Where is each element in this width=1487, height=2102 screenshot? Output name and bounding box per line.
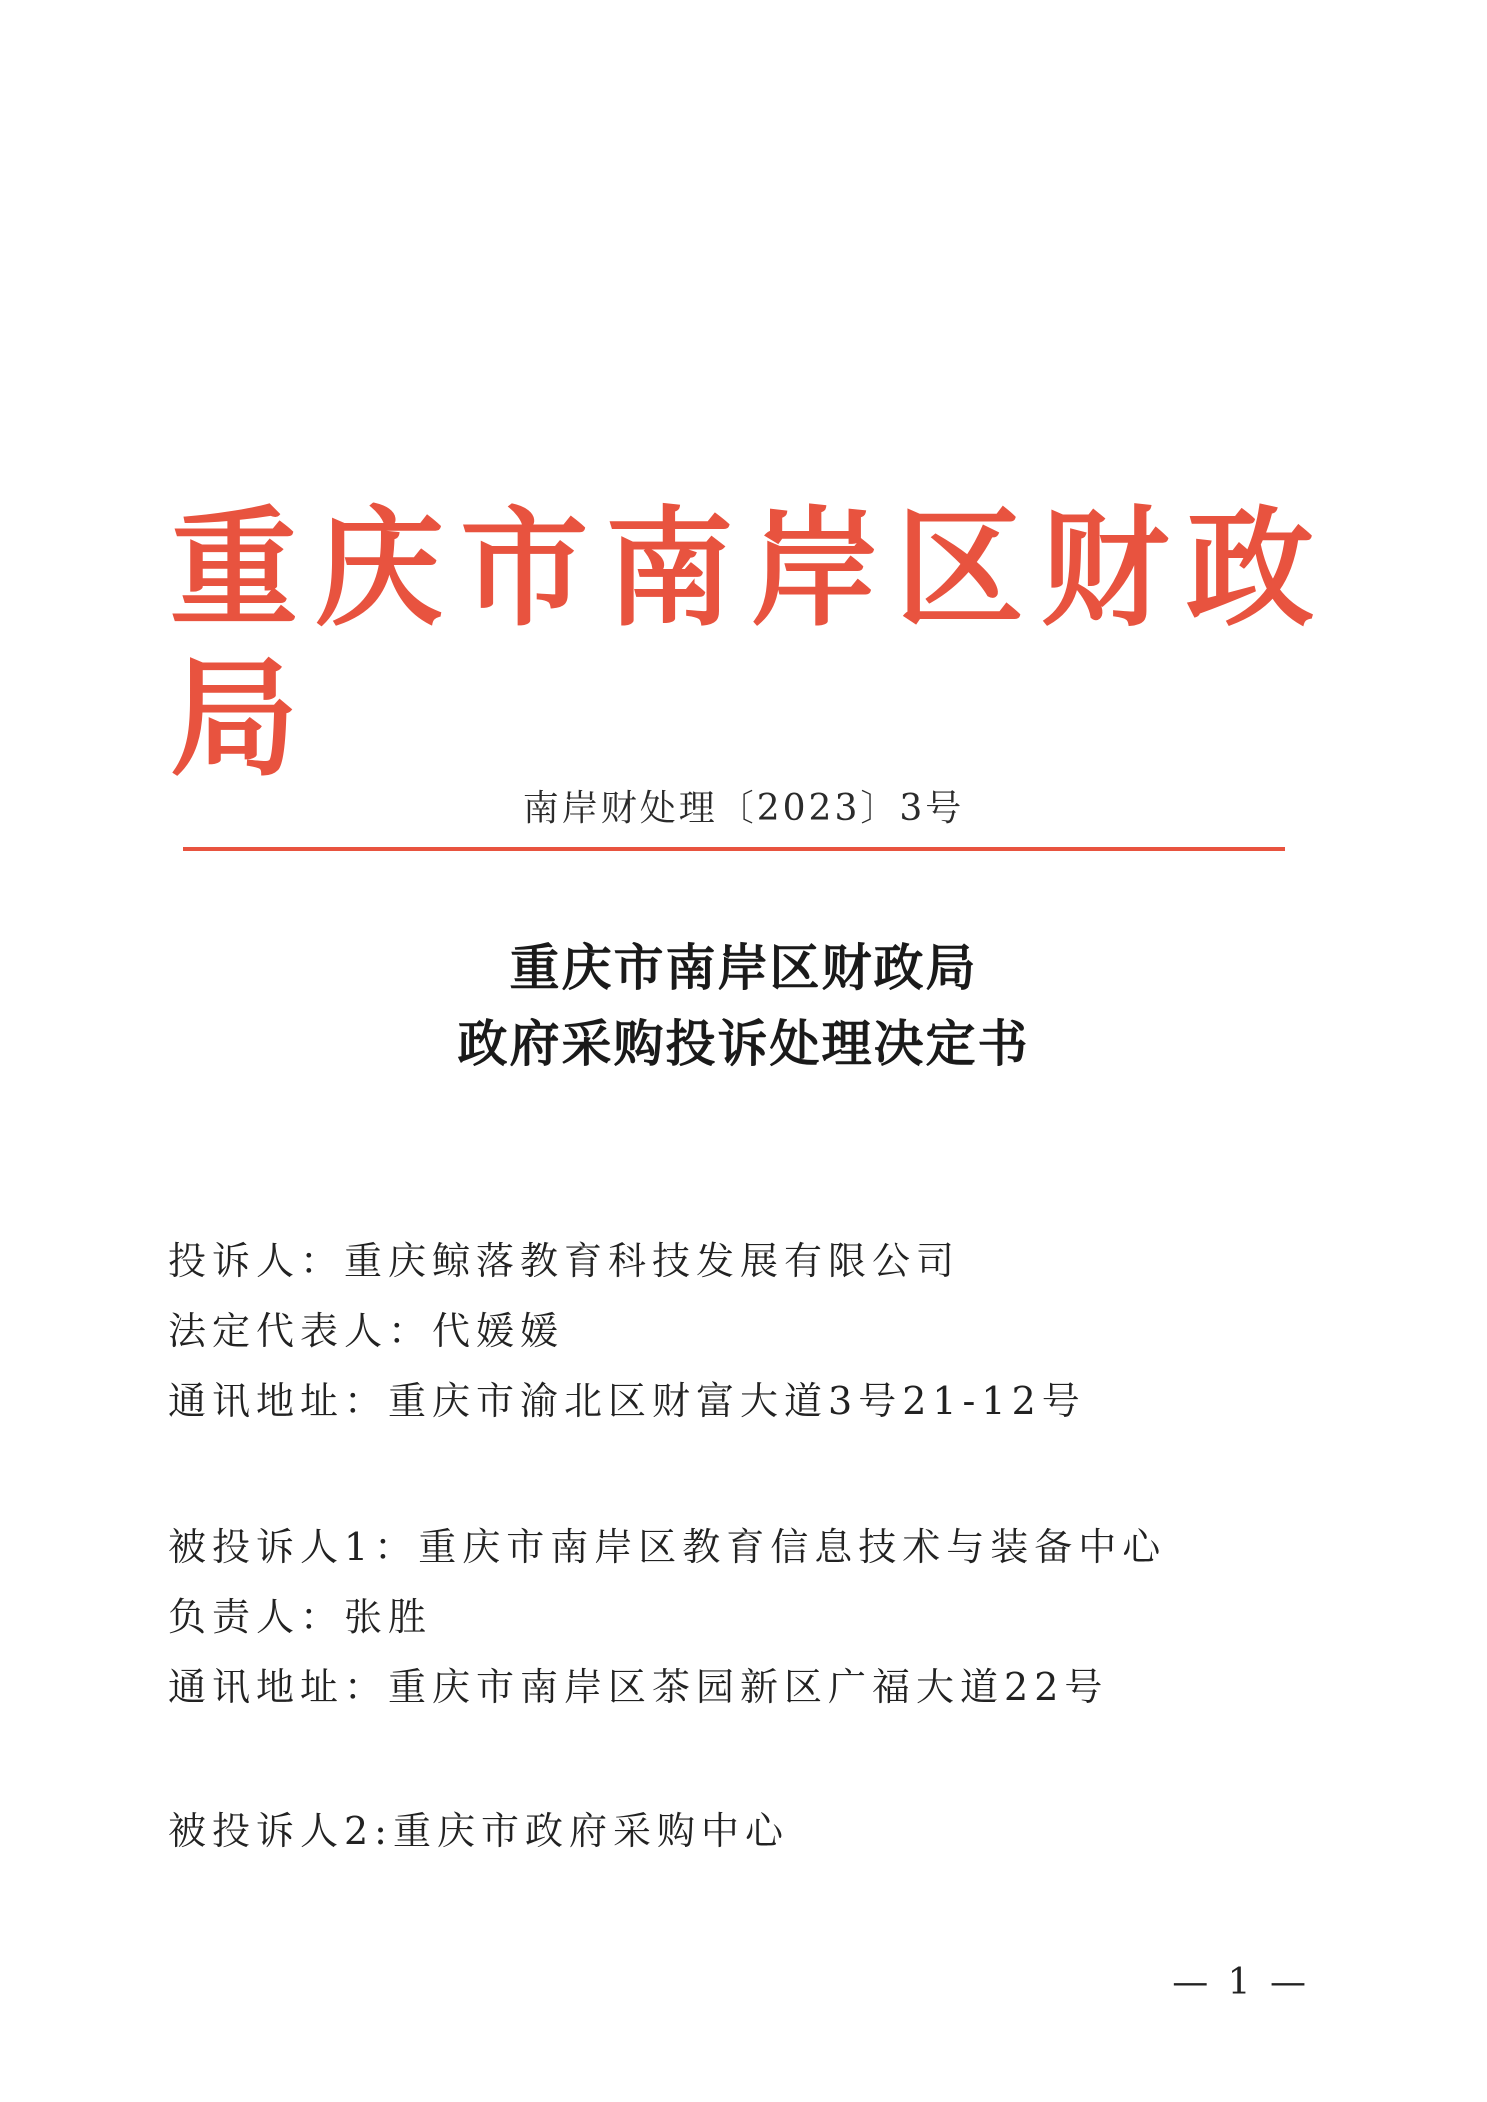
complainant-name-label: 投诉人： xyxy=(168,1239,345,1283)
respondent1-head: 张胜 xyxy=(344,1595,433,1639)
respondent1-address: 重庆市南岸区茶园新区广福大道22号 xyxy=(388,1665,1109,1709)
complainant-rep-line xyxy=(168,1306,564,1356)
complainant-rep-label: 法定代表人： xyxy=(168,1309,433,1353)
respondent1-name: 重庆市南岸区教育信息技术与装备中心 xyxy=(418,1525,1167,1569)
respondent2-name-line xyxy=(168,1806,789,1856)
complainant-rep: 代媛媛 xyxy=(432,1309,565,1353)
title-line-authority: 重庆市南岸区财政局 xyxy=(509,938,978,997)
respondent1-address-label: 通讯地址： xyxy=(168,1665,389,1709)
respondent2-name: 重庆市政府采购中心 xyxy=(392,1809,789,1853)
respondent1-name-line xyxy=(168,1522,1166,1572)
document-title xyxy=(0,930,1487,1082)
page-number: — 1 — xyxy=(1172,1962,1310,2003)
respondent2-name-label: 被投诉人2: xyxy=(168,1809,393,1853)
red-divider-line xyxy=(183,847,1285,851)
respondent1-address-line xyxy=(168,1662,1108,1712)
document-number: 南岸财处理〔2023〕3号 xyxy=(522,788,965,829)
respondent1-name-label: 被投诉人1： xyxy=(168,1525,419,1569)
complainant-address: 重庆市渝北区财富大道3号21-12号 xyxy=(388,1379,1086,1423)
issuing-authority-masthead: 重庆市南岸区财政局 xyxy=(170,495,1320,794)
respondent1-head-line xyxy=(168,1592,432,1642)
complainant-address-line xyxy=(168,1376,1086,1426)
title-line-subject: 政府采购投诉处理决定书 xyxy=(457,1014,1030,1073)
complainant-name-line xyxy=(168,1236,960,1286)
complainant-address-label: 通讯地址： xyxy=(168,1379,389,1423)
complainant-name: 重庆鲸落教育科技发展有限公司 xyxy=(344,1239,961,1283)
respondent1-head-label: 负责人： xyxy=(168,1595,345,1639)
